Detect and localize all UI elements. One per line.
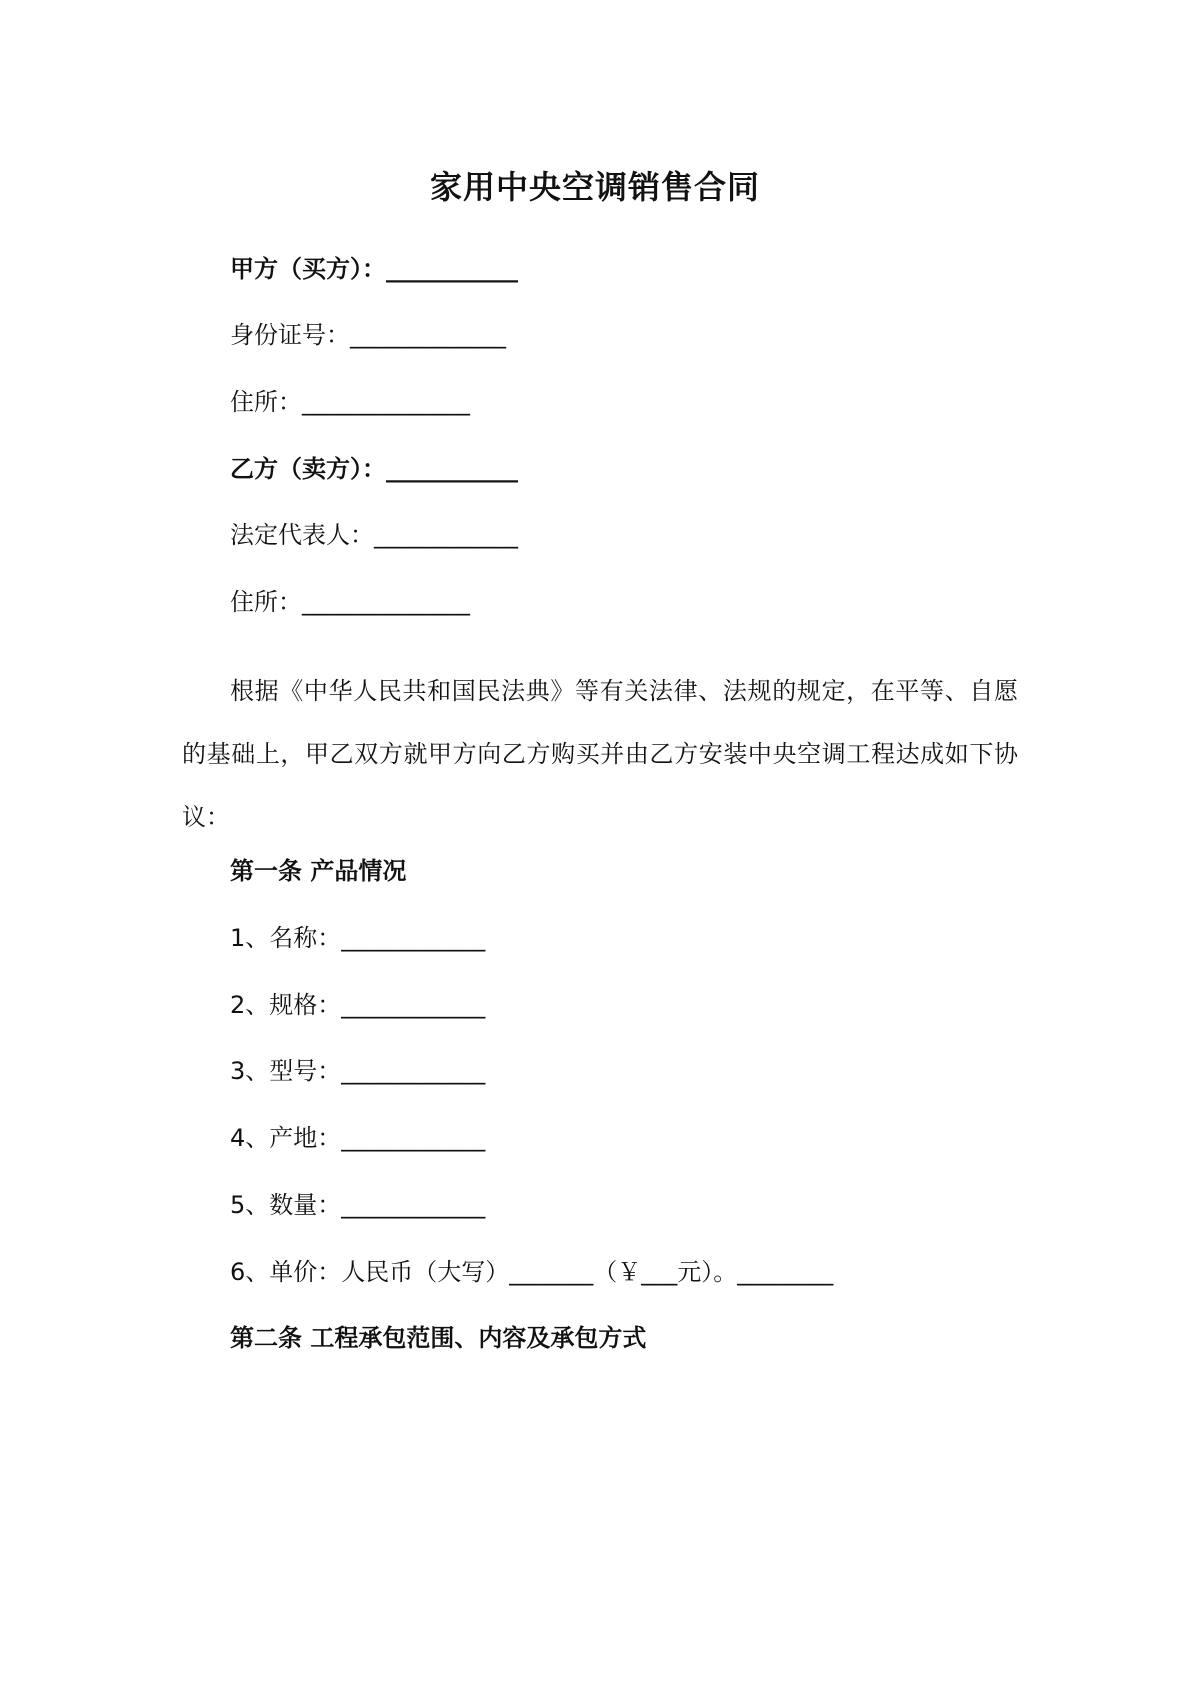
party-b-rep-line: 法定代表人：____________ [230,521,518,549]
preamble-paragraph: 根据《中华人民共和国民法典》等有关法律、法规的规定，在平等、自愿的基础上，甲乙双方就甲方向乙方购买并由乙方安装中央空调工程达成如下协议： [182,677,1018,831]
party-a-address-line: 住所：______________ [230,388,470,416]
party-b-name-line: 乙方（卖方）：___________ [230,455,518,483]
article1-item-quantity: 5、数量：____________ [230,1191,486,1219]
article1-item-price: 6、单价：人民币（大写）_______（￥___元）。________ [230,1258,834,1286]
party-b-address-line: 住所：______________ [230,588,470,616]
party-a-name-line: 甲方（买方）：___________ [230,255,518,283]
party-a-id-line: 身份证号：_____________ [230,321,506,349]
page-title: 家用中央空调销售合同 [429,168,760,206]
article1-item-name: 1、名称：____________ [230,924,486,952]
article1-heading: 第一条 产品情况 [230,857,407,885]
article2-heading: 第二条 工程承包范围、内容及承包方式 [230,1324,647,1352]
article1-item-model: 3、型号：____________ [230,1057,486,1085]
article1-item-origin: 4、产地：____________ [230,1124,486,1152]
article1-item-spec: 2、规格：____________ [230,991,486,1019]
